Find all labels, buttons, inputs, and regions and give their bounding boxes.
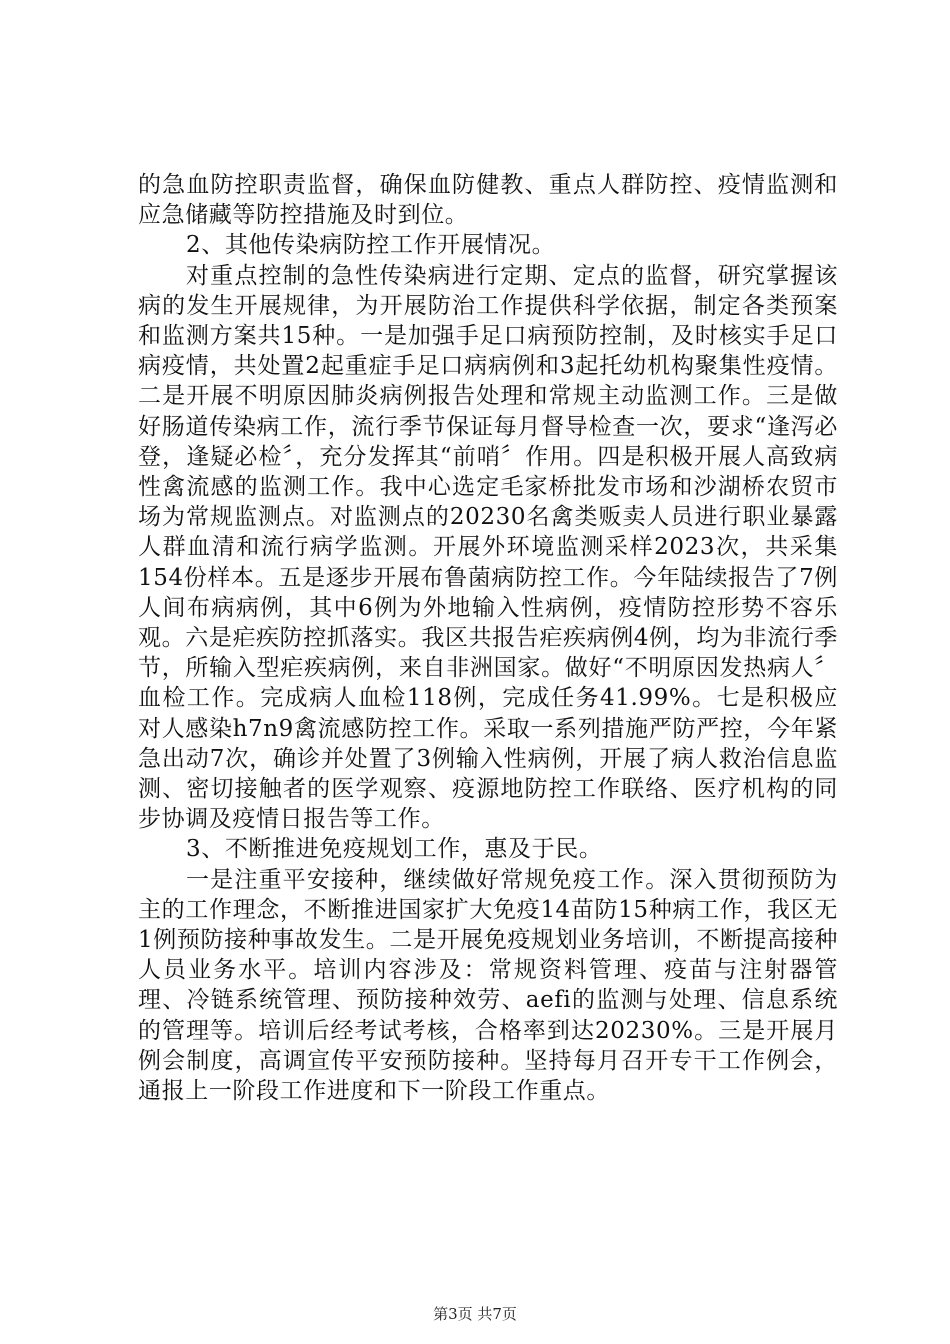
section-heading-immunization-planning: 3、不断推进免疫规划工作，惠及于民。 — [186, 836, 603, 863]
paragraph-infectious-disease-control: 对重点控制的急性传染病进行定期、定点的监督，研究掌握该病的发生开展规律，为开展防治工作提供科学依据，制定各类预案和监测方案共15种。一是加强手足口病预防控制，及时核实手足口病疫情，共处置2起重症手足口病病例和3起托幼机构聚集性疫情。二是开展不明原因肺炎病例报告处理和常规主动监测工作。三是做好肠道传染病工作，流行季节保证每月督导检查一次，要求“逢泻必登，逢疑必检〞，充分发挥其“前哨〞作用。四是积极开展人高致病性禽流感的监测工作。我中心选定毛家桥批发市场和沙湖桥农贸市场为常规监测点。对监测点的20230名禽类贩卖人员进行职业暴露人群血清和流行病学监测。开展外环境监测采样2023次，共采集154份样本。五是逐步开展布鲁菌病防控工作。今年陆续报告了7例人间布病病例，其中6例为外地输入性病例，疫情防控形势不容乐观。六是疟疾防控抓落实。我区共报告疟疾病例4例，均为非流行季节，所输入型疟疾病例，来自非洲国家。做好“不明原因发热病人〞血检工作。完成病人血检118例，完成任务41.99%。七是积极应对人感染h7n9禽流感防控工作。采取一系列措施严防严控，今年紧急出动7次，确诊并处置了3例输入性病例，开展了病人救治信息监测、密切接触者的医学观察、疫源地防控工作联络、医疗机构的同步协调及疫情日报告等工作。 — [138, 262, 838, 833]
document-body — [138, 170, 838, 1106]
paragraph-immunization-work: 一是注重平安接种，继续做好常规免疫工作。深入贯彻预防为主的工作理念，不断推进国家扩大免疫14苗防15种病工作，我区无1例预防接种事故发生。二是开展免疫规划业务培训，不断提高接种人员业务水平。培训内容涉及：常规资料管理、疫苗与注射器管理、冷链系统管理、预防接种效劳、aefi的监测与处理、信息系统的管理等。培训后经考试考核，合格率到达20230%。三是开展月例会制度，高调宣传平安预防接种。坚持每月召开专干工作例会，通报上一阶段工作进度和下一阶段工作重点。 — [138, 866, 838, 1105]
paragraph-continuation: 的急血防控职责监督，确保血防健教、重点人群防控、疫情监测和应急储藏等防控措施及时到位。 — [138, 172, 838, 229]
page-number-footer: 第3页 共7页 — [433, 1305, 517, 1323]
section-heading-other-infectious-diseases: 2、其他传染病防控工作开展情况。 — [186, 232, 556, 259]
